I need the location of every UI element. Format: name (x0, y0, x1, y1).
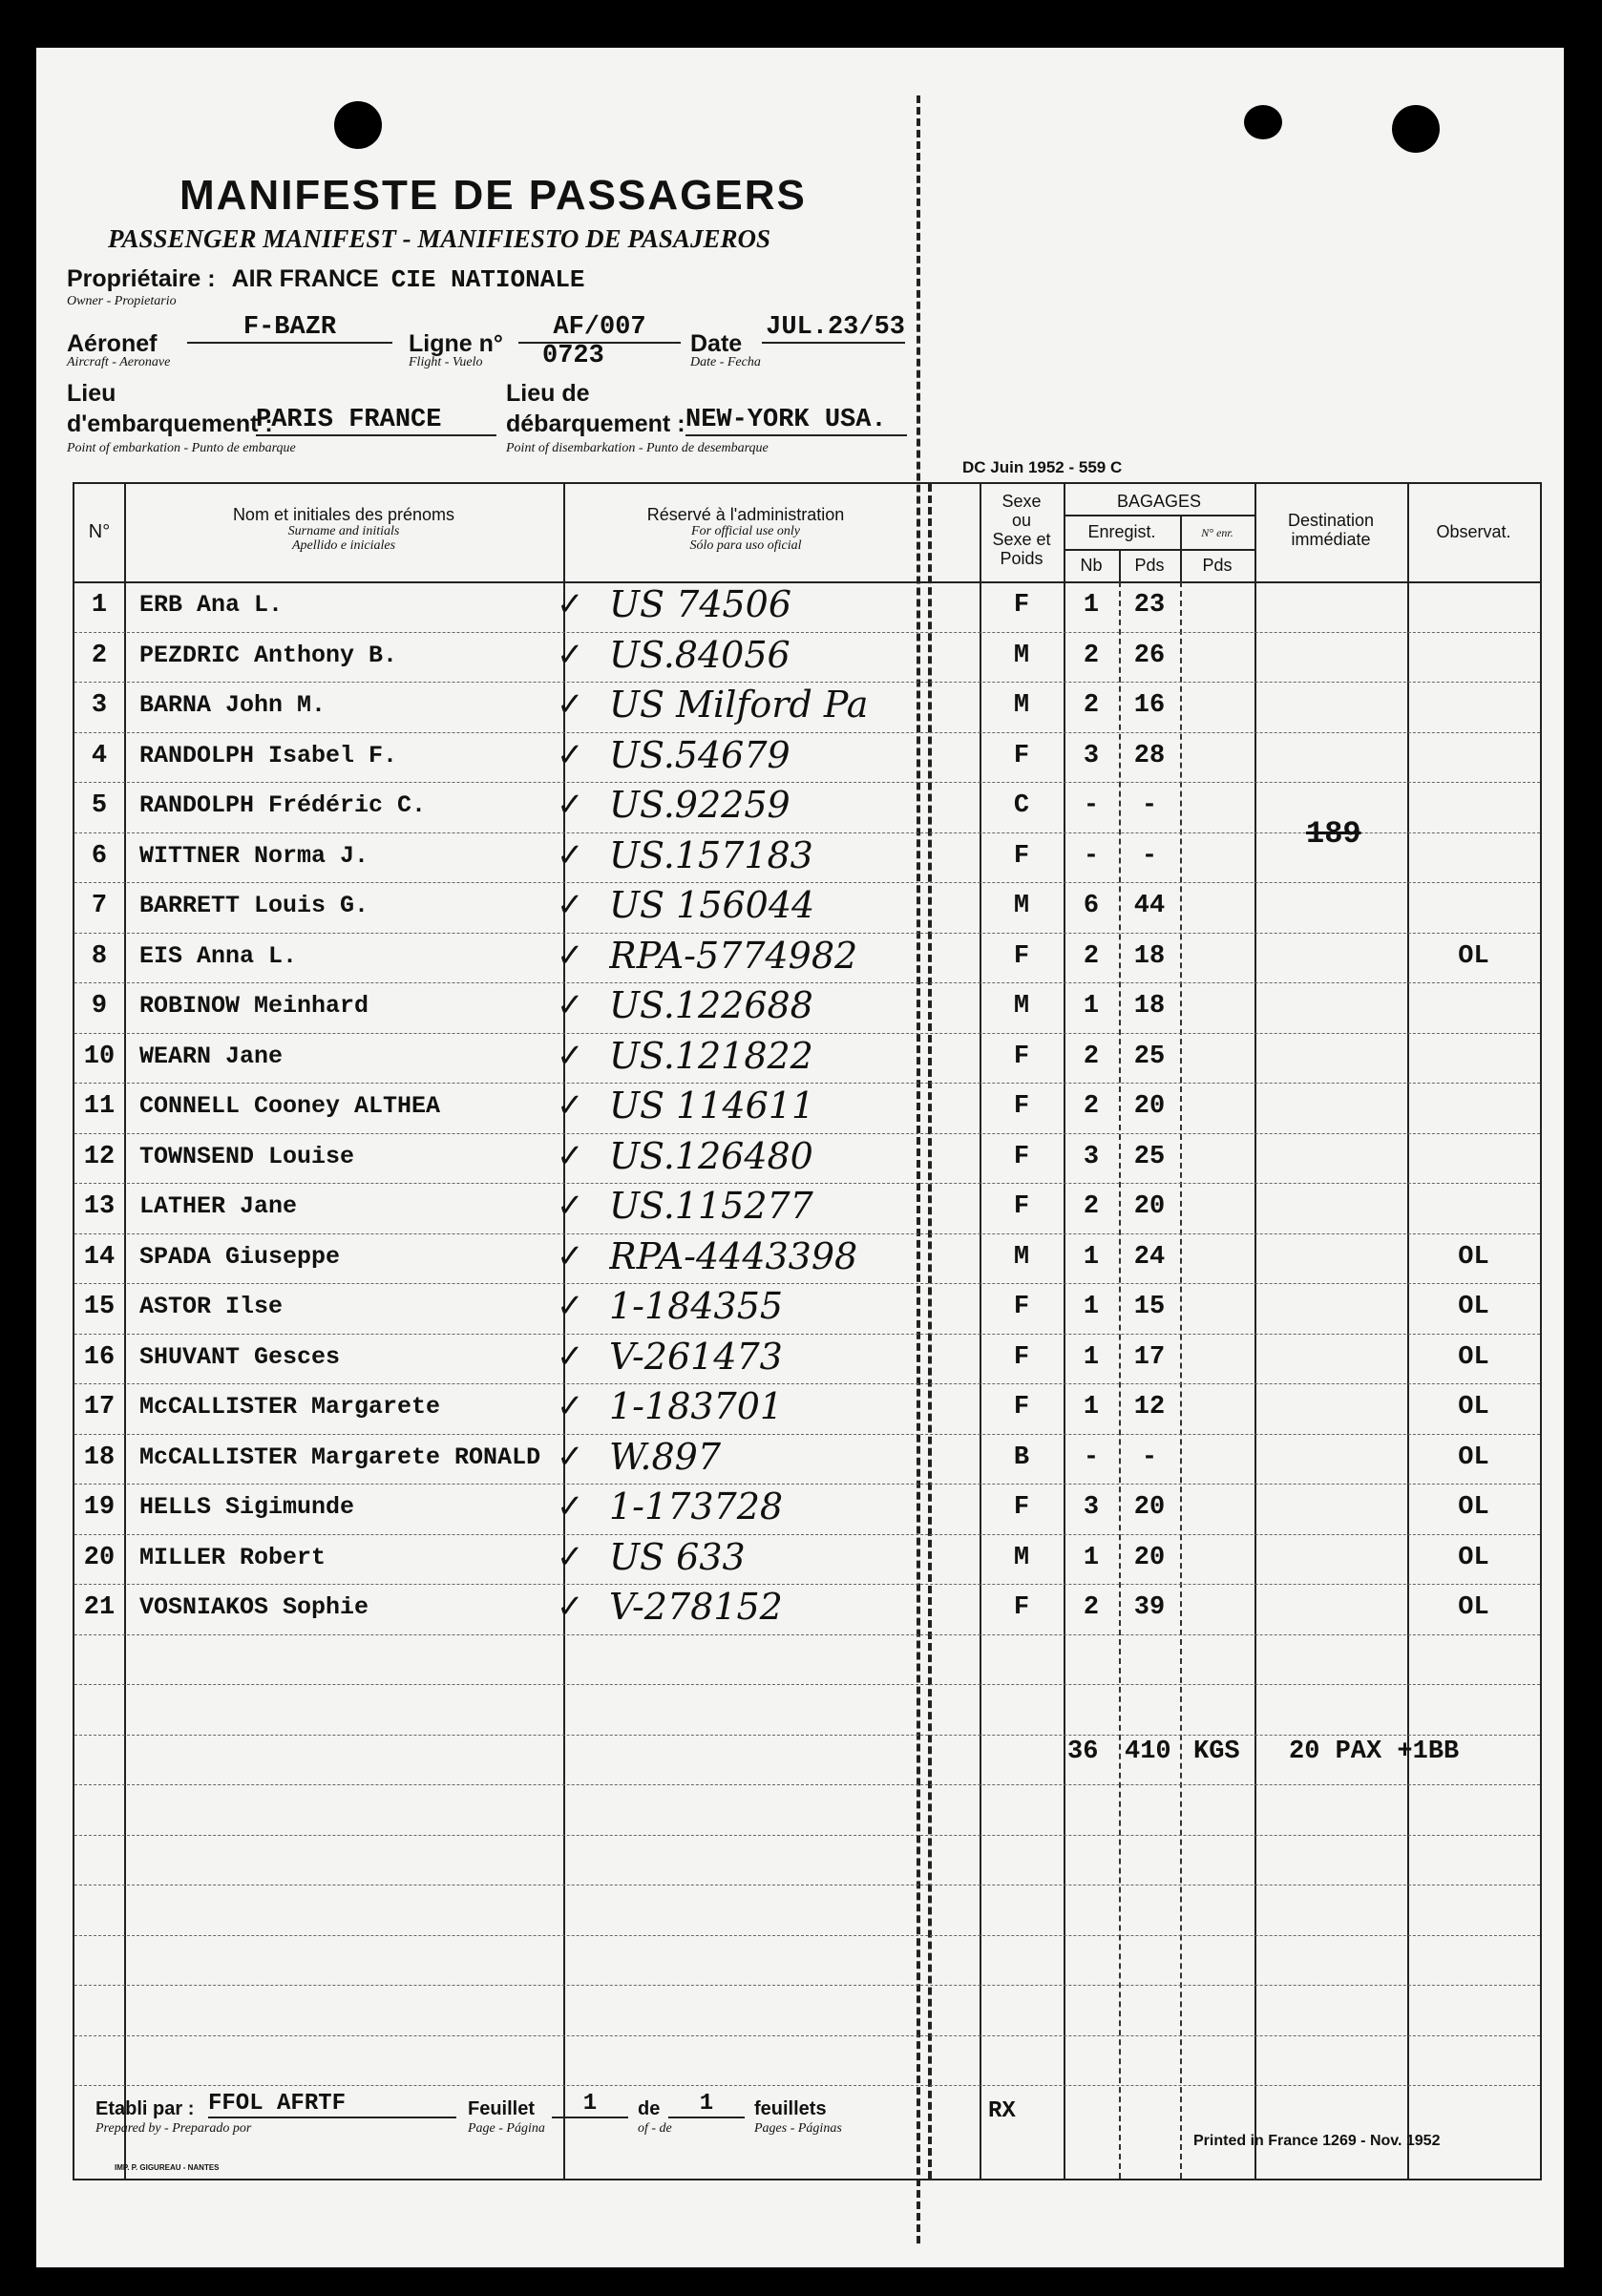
check-mark-icon: ✓ (557, 1488, 584, 1525)
line-value: AF/007 (518, 313, 681, 344)
observation: OL (1458, 1293, 1489, 1321)
col-dest-header (1254, 511, 1407, 549)
sep-dest (1407, 484, 1409, 2179)
row-rule (74, 1083, 1540, 1084)
baggage-weight: - (1141, 841, 1158, 871)
col-name-sub1: Surname and initials (287, 524, 400, 538)
admin-note: 1-173728 (609, 1485, 784, 1527)
passenger-sex: F (1013, 1092, 1030, 1121)
row-number: 19 (83, 1493, 116, 1522)
row-rule (74, 2085, 1540, 2086)
col-admin-sub2: Sólo para uso oficial (689, 538, 802, 553)
observation: OL (1458, 1342, 1489, 1372)
passenger-sex: F (1013, 1142, 1030, 1171)
row-number: 5 (91, 791, 108, 820)
baggage-count: 2 (1083, 691, 1100, 720)
baggage-weight: 12 (1133, 1393, 1166, 1422)
prepared-value: FFOL AFRTF (208, 2091, 456, 2118)
col-name-title: Nom et initiales des prénoms (232, 505, 455, 524)
passenger-name: TOWNSEND Louise (139, 1142, 355, 1170)
check-mark-icon: ✓ (557, 787, 584, 823)
check-mark-icon: ✓ (557, 1538, 584, 1575)
row-number: 11 (83, 1092, 116, 1121)
row-rule (74, 1985, 1540, 1986)
owner-label-text: Propriétaire : (67, 265, 216, 292)
line-label: Ligne n° (409, 330, 503, 357)
row-number: 7 (91, 892, 108, 920)
row-rule (74, 1484, 1540, 1485)
passenger-name: HELLS Sigimunde (139, 1493, 355, 1521)
col-name-sub2: Apellido e iniciales (291, 538, 396, 553)
col-pds-header: Pds (1134, 556, 1165, 575)
baggage-weight: 18 (1133, 992, 1166, 1021)
row-rule (74, 1584, 1540, 1585)
col-nonenr-pds-header: Pds (1202, 556, 1233, 575)
punch-hole-right (1392, 105, 1440, 153)
col-name-header (124, 505, 563, 553)
check-mark-icon: ✓ (557, 937, 584, 974)
row-number: 6 (91, 841, 108, 871)
total-pax: 20 PAX +1BB (1289, 1738, 1460, 1766)
baggage-count: - (1083, 1443, 1100, 1472)
passenger-sex: F (1013, 941, 1030, 971)
row-number: 15 (83, 1293, 116, 1321)
baggage-count: 3 (1083, 1142, 1100, 1171)
baggage-weight: 20 (1133, 1192, 1166, 1221)
col-nb-header: Nb (1080, 556, 1103, 575)
passenger-sex: F (1013, 1042, 1030, 1071)
col-no-header: N° (88, 521, 111, 542)
col-nonenr-header: N° enr. (1201, 526, 1233, 539)
sep-pds (1180, 581, 1182, 2179)
owner-typed-value: CIE NATIONALE (390, 265, 585, 294)
admin-note: US.115277 (609, 1185, 813, 1227)
emb-value: PARIS FRANCE (256, 406, 496, 436)
sep-sex (1064, 484, 1065, 2179)
form-code: DC Juin 1952 - 559 C (962, 458, 1123, 476)
row-rule (74, 933, 1540, 934)
observation: OL (1458, 1593, 1489, 1622)
aircraft-value: F-BAZR (187, 313, 392, 344)
row-rule (74, 982, 1540, 983)
passenger-name: CONNELL Cooney ALTHEA (139, 1092, 441, 1120)
date-value: JUL.23/53 (762, 313, 905, 344)
baggage-weight: 24 (1133, 1242, 1166, 1272)
check-mark-icon: ✓ (557, 1087, 584, 1124)
aircraft-label: Aéronef (67, 330, 158, 357)
deb-label-2: débarquement : (506, 411, 685, 437)
check-mark-icon: ✓ (557, 1288, 584, 1324)
admin-note: US 114611 (609, 1085, 815, 1127)
total-pds: 410 (1125, 1738, 1171, 1766)
sep-admin-dashed (928, 484, 932, 2179)
row-rule (74, 1434, 1540, 1435)
check-mark-icon: ✓ (557, 1137, 584, 1174)
owner-printed-value: AIR FRANCE (231, 265, 379, 292)
baggage-weight: 20 (1133, 1493, 1166, 1522)
pages-sub: Pages - Páginas (754, 2121, 842, 2136)
line-value-2: 0723 (542, 342, 604, 370)
row-number: 1 (91, 591, 108, 620)
passenger-sex: F (1013, 1342, 1030, 1372)
passenger-name: ASTOR Ilse (139, 1293, 284, 1320)
enregist-line (1064, 549, 1254, 551)
total-nb: 36 (1067, 1738, 1099, 1766)
baggage-count: 2 (1083, 641, 1100, 670)
enr-nonenr-sep-header (1180, 515, 1182, 581)
check-mark-icon: ✓ (557, 1589, 584, 1625)
col-obs-header: Observat. (1436, 522, 1511, 541)
row-number: 9 (91, 992, 108, 1021)
passenger-name: MILLER Robert (139, 1543, 327, 1571)
admin-note: RPA-5774982 (609, 934, 858, 977)
emb-label-2: d'embarquement : (67, 411, 273, 437)
manifest-sheet (36, 48, 1564, 2267)
sep-nonenr (1254, 484, 1256, 2179)
admin-note: US 633 (609, 1535, 746, 1578)
passenger-name: LATHER Jane (139, 1192, 298, 1220)
baggage-count: 6 (1083, 892, 1100, 920)
row-rule (74, 682, 1540, 683)
admin-note: 1-184355 (609, 1285, 784, 1327)
col-bagages-header: BAGAGES (1116, 492, 1202, 511)
baggage-weight: 18 (1133, 941, 1166, 971)
observation: OL (1458, 941, 1489, 971)
passenger-sex: M (1013, 641, 1030, 670)
passenger-table (73, 482, 1542, 2180)
passenger-name: WEARN Jane (139, 1042, 284, 1070)
row-number: 10 (83, 1042, 116, 1071)
prepared-label: Etabli par : (95, 2098, 195, 2119)
total-unit: KGS (1193, 1738, 1240, 1766)
row-rule (74, 1684, 1540, 1685)
admin-note: US.121822 (609, 1034, 813, 1077)
passenger-sex: C (1013, 791, 1030, 820)
passenger-name: BARNA John M. (139, 691, 327, 719)
row-rule (74, 632, 1540, 633)
row-number: 18 (83, 1443, 116, 1472)
col-sex-l2: ou (1011, 511, 1032, 530)
admin-note: V-261473 (609, 1335, 783, 1378)
baggage-count: 1 (1083, 1342, 1100, 1372)
admin-note: US.54679 (609, 733, 790, 776)
check-mark-icon: ✓ (557, 1188, 584, 1224)
bagages-line (1064, 515, 1254, 516)
rx-mark: RX (988, 2098, 1016, 2124)
admin-note: US 156044 (609, 884, 815, 926)
check-mark-icon: ✓ (557, 636, 584, 673)
pages-label: feuillets (754, 2098, 827, 2119)
check-mark-icon: ✓ (557, 686, 584, 723)
punch-hole-left (334, 101, 382, 149)
deb-value: NEW-YORK USA. (685, 406, 907, 436)
row-rule (74, 1534, 1540, 1535)
baggage-count: 2 (1083, 1042, 1100, 1071)
passenger-sex: B (1013, 1443, 1030, 1472)
baggage-weight: - (1141, 1443, 1158, 1472)
baggage-weight: 26 (1133, 641, 1166, 670)
col-sex-l4: Poids (1000, 549, 1043, 568)
passenger-sex: M (1013, 992, 1030, 1021)
check-mark-icon: ✓ (557, 586, 584, 622)
admin-note: US.92259 (609, 784, 790, 826)
baggage-count: 3 (1083, 1493, 1100, 1522)
baggage-weight: 25 (1133, 1042, 1166, 1071)
passenger-name: BARRETT Louis G. (139, 892, 369, 919)
baggage-count: 1 (1083, 1393, 1100, 1422)
baggage-count: 2 (1083, 1192, 1100, 1221)
col-dest-l1: Destination (1287, 511, 1375, 530)
baggage-count: 2 (1083, 1593, 1100, 1622)
baggage-weight: 20 (1133, 1092, 1166, 1121)
passenger-name: SHUVANT Gesces (139, 1342, 341, 1371)
row-number: 12 (83, 1142, 116, 1171)
check-mark-icon: ✓ (557, 1388, 584, 1424)
sep-no (124, 484, 126, 2179)
admin-note: US Milford Pa (609, 684, 869, 726)
sep-nb (1119, 581, 1121, 2179)
baggage-weight: 23 (1133, 591, 1166, 620)
admin-note: 1-183701 (609, 1385, 784, 1427)
date-sub: Date - Fecha (690, 355, 761, 369)
admin-note: RPA-4443398 (609, 1234, 858, 1277)
admin-note: US.126480 (609, 1134, 813, 1177)
passenger-name: ERB Ana L. (139, 591, 284, 619)
admin-note: US.84056 (609, 633, 790, 676)
sheet-label: Feuillet (468, 2098, 536, 2119)
row-rule (74, 2035, 1540, 2036)
row-number: 16 (83, 1342, 116, 1372)
baggage-count: - (1083, 791, 1100, 820)
baggage-count: 1 (1083, 1242, 1100, 1272)
passenger-name: SPADA Giuseppe (139, 1242, 341, 1271)
baggage-count: 1 (1083, 992, 1100, 1021)
sep-admin (980, 484, 981, 2179)
admin-note: US 74506 (609, 583, 792, 625)
row-number: 3 (91, 691, 108, 720)
admin-note: W.897 (609, 1435, 722, 1478)
row-rule (74, 1935, 1540, 1936)
passenger-name: EIS Anna L. (139, 941, 298, 970)
check-mark-icon: ✓ (557, 1438, 584, 1475)
observation: OL (1458, 1543, 1489, 1572)
passenger-name: WITTNER Norma J. (139, 841, 369, 870)
row-rule (74, 1283, 1540, 1284)
baggage-count: 2 (1083, 941, 1100, 971)
passenger-name: RANDOLPH Frédéric C. (139, 791, 427, 819)
passenger-sex: M (1013, 691, 1030, 720)
passenger-name: McCALLISTER Margarete RONALD (139, 1443, 541, 1471)
passenger-sex: F (1013, 591, 1030, 620)
row-number: 20 (83, 1543, 116, 1572)
baggage-count: 3 (1083, 741, 1100, 770)
row-rule (74, 782, 1540, 783)
row-rule (74, 732, 1540, 733)
row-rule (74, 1033, 1540, 1034)
baggage-count: 2 (1083, 1092, 1100, 1121)
aircraft-sub: Aircraft - Aeronave (67, 355, 171, 369)
deb-label-1: Lieu de (506, 380, 590, 407)
check-mark-icon: ✓ (557, 987, 584, 1023)
printer-credit: IMP. P. GIGUREAU - NANTES (115, 2163, 220, 2172)
sheet-sub: Page - Página (468, 2121, 545, 2136)
observation: OL (1458, 1443, 1489, 1472)
baggage-weight: 20 (1133, 1543, 1166, 1572)
row-rule (74, 1133, 1540, 1134)
baggage-count: 1 (1083, 591, 1100, 620)
baggage-weight: 39 (1133, 1593, 1166, 1622)
baggage-weight: 28 (1133, 741, 1166, 770)
observation: OL (1458, 1393, 1489, 1422)
observation: OL (1458, 1242, 1489, 1272)
owner-label (67, 265, 585, 294)
passenger-name: VOSNIAKOS Sophie (139, 1593, 369, 1621)
destination-note: 189 (1306, 816, 1361, 852)
page-title: MANIFESTE DE PASSAGERS (179, 172, 807, 219)
col-admin-title: Réservé à l'administration (646, 505, 845, 524)
baggage-weight: - (1141, 791, 1158, 820)
check-mark-icon: ✓ (557, 736, 584, 773)
row-rule (74, 1835, 1540, 1836)
admin-note: US.122688 (609, 984, 813, 1026)
passenger-sex: M (1013, 1242, 1030, 1272)
row-rule (74, 1233, 1540, 1234)
passenger-name: McCALLISTER Margarete (139, 1393, 441, 1421)
baggage-weight: 15 (1133, 1293, 1166, 1321)
check-mark-icon: ✓ (557, 1037, 584, 1074)
passenger-name: ROBINOW Meinhard (139, 992, 369, 1020)
printed-in: Printed in France 1269 - Nov. 1952 (1193, 2133, 1441, 2149)
of-sub: of - de (638, 2121, 672, 2136)
passenger-sex: F (1013, 1192, 1030, 1221)
row-number: 21 (83, 1593, 116, 1622)
passenger-sex: F (1013, 1493, 1030, 1522)
baggage-weight: 17 (1133, 1342, 1166, 1372)
owner-sub: Owner - Propietario (67, 294, 177, 308)
line-sub: Flight - Vuelo (409, 355, 483, 369)
date-label: Date (690, 330, 743, 357)
col-sex-header (980, 492, 1064, 568)
col-admin-header (563, 505, 928, 553)
passenger-name: PEZDRIC Anthony B. (139, 641, 398, 669)
check-mark-icon: ✓ (557, 887, 584, 923)
baggage-weight: 16 (1133, 691, 1166, 720)
row-number: 2 (91, 641, 108, 670)
row-number: 14 (83, 1242, 116, 1272)
check-mark-icon: ✓ (557, 1338, 584, 1375)
baggage-count: 1 (1083, 1543, 1100, 1572)
observation: OL (1458, 1493, 1489, 1522)
punch-hole-right-small (1244, 105, 1282, 139)
row-number: 4 (91, 741, 108, 770)
check-mark-icon: ✓ (557, 1237, 584, 1274)
row-rule (74, 1334, 1540, 1335)
baggage-count: - (1083, 841, 1100, 871)
admin-note: V-278152 (609, 1586, 783, 1628)
row-rule (74, 1735, 1540, 1736)
check-mark-icon: ✓ (557, 836, 584, 874)
emb-label-1: Lieu (67, 380, 116, 407)
of-value: 1 (668, 2091, 745, 2118)
baggage-weight: 25 (1133, 1142, 1166, 1171)
passenger-sex: F (1013, 741, 1030, 770)
admin-note: US.157183 (609, 833, 813, 876)
of-label: de (638, 2098, 661, 2119)
prepared-sub: Prepared by - Preparado por (95, 2121, 252, 2136)
row-rule (74, 882, 1540, 883)
col-sex-l3: Sexe et (992, 530, 1051, 549)
row-rule (74, 1383, 1540, 1384)
emb-sub: Point of embarkation - Punto de embarque (67, 441, 296, 455)
passenger-sex: F (1013, 841, 1030, 871)
row-number: 13 (83, 1192, 116, 1221)
page-subtitle: PASSENGER MANIFEST - MANIFIESTO DE PASAJEROS (108, 224, 770, 253)
passenger-name: RANDOLPH Isabel F. (139, 741, 398, 769)
row-number: 8 (91, 941, 108, 971)
row-rule (74, 1634, 1540, 1635)
passenger-sex: F (1013, 1393, 1030, 1422)
row-rule (74, 1183, 1540, 1184)
passenger-sex: F (1013, 1293, 1030, 1321)
nb-pds-sep-header (1119, 549, 1121, 581)
sheet-value: 1 (552, 2091, 628, 2118)
col-admin-sub1: For official use only (691, 524, 800, 538)
row-number: 17 (83, 1393, 116, 1422)
col-sex-l1: Sexe (1001, 492, 1042, 511)
row-rule (74, 1784, 1540, 1785)
baggage-count: 1 (1083, 1293, 1100, 1321)
passenger-sex: M (1013, 1543, 1030, 1572)
col-dest-l2: immédiate (1291, 530, 1371, 549)
passenger-sex: M (1013, 892, 1030, 920)
deb-sub: Point of disembarkation - Punto de desembarque (506, 441, 769, 455)
passenger-sex: F (1013, 1593, 1030, 1622)
col-enregist-header: Enregist. (1087, 522, 1156, 541)
baggage-weight: 44 (1133, 892, 1166, 920)
